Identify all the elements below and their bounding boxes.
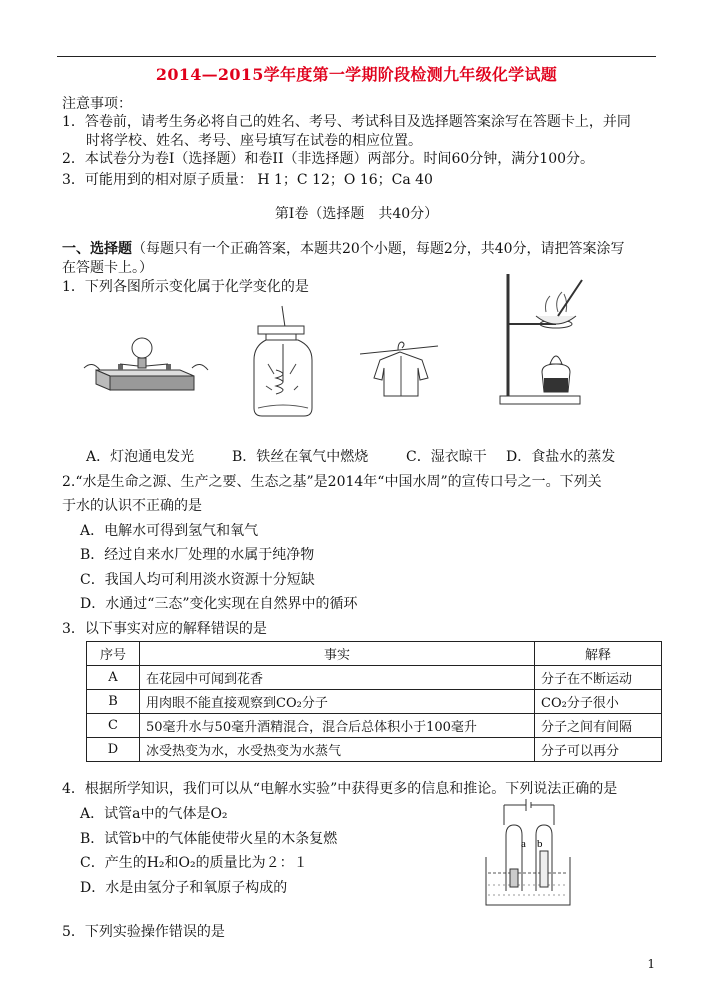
part1-line-1 <box>62 238 625 258</box>
table-cell: C <box>87 714 140 738</box>
page-number: 1 <box>647 957 655 971</box>
tube-a-label: a <box>521 838 526 850</box>
q5-stem: 5．下列实验操作错误的是 <box>62 924 225 940</box>
q1-option-c: C．湿衣晾干 <box>406 449 487 465</box>
table-cell: 分子在不断运动 <box>535 666 662 690</box>
q1-option-b: B．铁丝在氧气中燃烧 <box>232 449 369 465</box>
notice-heading: 注意事项： <box>62 96 132 112</box>
q2-stem-1: 2.“水是生命之源、生产之要、生态之基”是2014年“中国水周”的宣传口号之一。下列关 <box>62 474 602 490</box>
table-cell: A <box>87 666 140 690</box>
table-header-cell: 事实 <box>140 642 535 666</box>
q1-option-a: A．灯泡通电发光 <box>86 449 195 465</box>
q1-stem: 1．下列各图所示变化属于化学变化的是 <box>62 279 309 295</box>
q4-option-c: C．产生的H₂和O₂的质量比为２：１ <box>80 855 308 871</box>
table-cell: 冰受热变为水，水受热变为水蒸气 <box>140 738 535 762</box>
part1-desc-1: （每题只有一个正确答案，本题共20个小题，每题2分，共40分，请把答案涂写 <box>132 241 625 257</box>
q3-table <box>86 641 662 762</box>
table-header-cell: 序号 <box>87 642 140 666</box>
table-cell: B <box>87 690 140 714</box>
q4-option-b: B．试管b中的气体能使带火星的木条复燃 <box>80 831 338 847</box>
table-cell: 50毫升水与50毫升酒精混合，混合后总体积小于100毫升 <box>140 714 535 738</box>
notice-item-1: 1．答卷前，请考生务必将自己的姓名、考号、考试科目及选择题答案涂写在答题卡上，并同 <box>62 114 631 130</box>
table-cell: 在花园中可闻到花香 <box>140 666 535 690</box>
notice-item-1-cont: 时将学校、姓名、考号、座号填写在试卷的相应位置。 <box>86 133 422 149</box>
table-header-cell: 解释 <box>535 642 662 666</box>
notice-item-3: 3．可能用到的相对原子质量： H 1；C 12；O 16；Ca 40 <box>62 172 433 188</box>
part1-heading: 一、选择题 <box>62 241 132 257</box>
q4-option-d: D．水是由氢分子和氧原子构成的 <box>80 880 288 896</box>
table-cell: 分子之间有间隔 <box>535 714 662 738</box>
header-rule <box>57 56 656 57</box>
table-cell: D <box>87 738 140 762</box>
section-title: 第Ⅰ卷（选择题 共40分） <box>274 206 439 222</box>
q2-option-c: C．我国人均可利用淡水资源十分短缺 <box>80 572 315 588</box>
table-cell: 用肉眼不能直接观察到CO₂分子 <box>140 690 535 714</box>
wet-clothes-figure <box>360 334 440 400</box>
iron-wire-bottle-figure <box>248 304 318 420</box>
table-row <box>87 714 662 738</box>
evaporation-figure <box>498 272 590 406</box>
tube-b-label: b <box>537 838 543 850</box>
q4-stem: 4．根据所学知识，我们可以从“电解水实验”中获得更多的信息和推论。下列说法正确的是 <box>62 781 618 797</box>
q3-stem: 3．以下事实对应的解释错误的是 <box>62 621 267 637</box>
q2-option-b: B．经过自来水厂处理的水属于纯净物 <box>80 547 315 563</box>
part1-desc-2: 在答题卡上。） <box>62 260 153 276</box>
electrolysis-figure <box>484 795 574 911</box>
table-cell: CO₂分子很小 <box>535 690 662 714</box>
table-row <box>87 738 662 762</box>
q2-stem-2: 于水的认识不正确的是 <box>62 498 202 514</box>
table-header-row <box>87 642 662 666</box>
notice-item-2: 2．本试卷分为卷Ⅰ（选择题）和卷II（非选择题）两部分。时间60分钟，满分100分。 <box>62 151 595 167</box>
q2-option-d: D．水通过“三态”变化实现在自然界中的循环 <box>80 596 358 612</box>
lamp-figure <box>82 330 210 400</box>
q1-option-d: D．食盐水的蒸发 <box>506 449 616 465</box>
page-title: 2014—2015学年度第一学期阶段检测九年级化学试题 <box>155 65 558 84</box>
table-row <box>87 666 662 690</box>
q4-option-a: A．试管a中的气体是O₂ <box>80 806 228 822</box>
table-cell: 分子可以再分 <box>535 738 662 762</box>
table-row <box>87 690 662 714</box>
q2-option-a: A．电解水可得到氢气和氧气 <box>80 523 259 539</box>
